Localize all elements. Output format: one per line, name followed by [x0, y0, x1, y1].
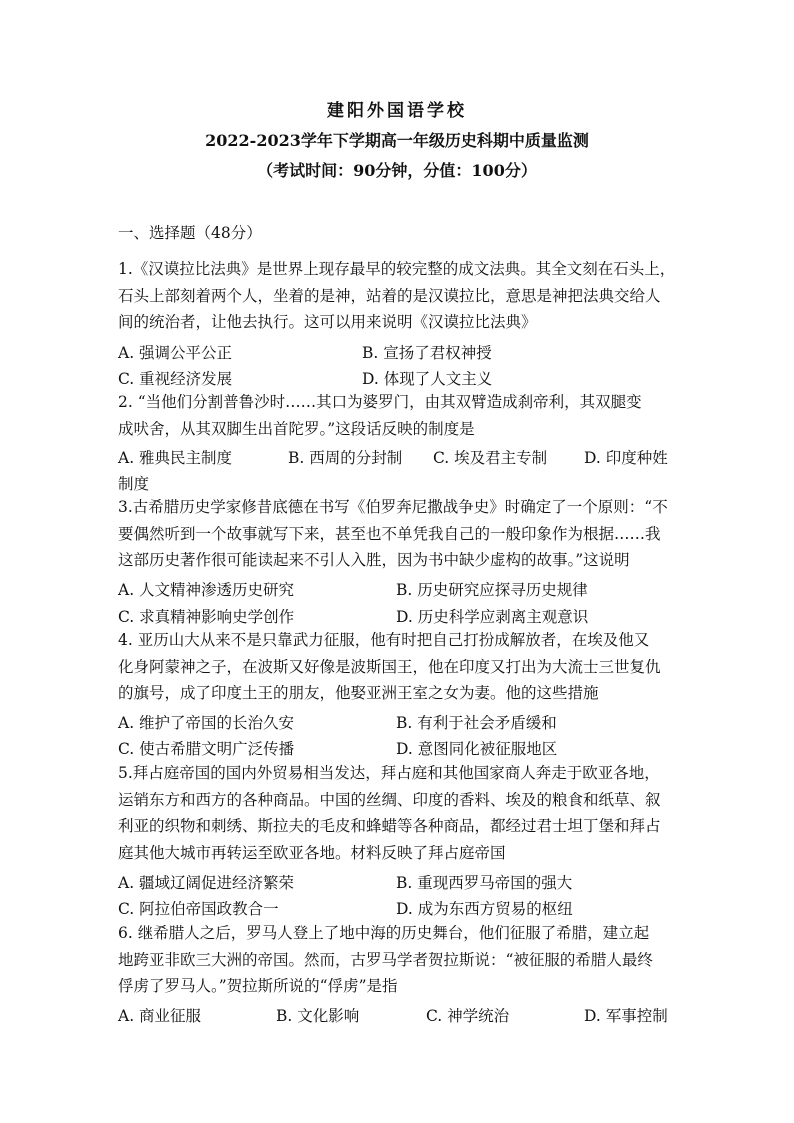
question-stem-line: 间的统治者，让他去执行。这可以用来说明《汉谟拉比法典》 [118, 313, 537, 331]
option-d-wrap: 制度 [118, 475, 150, 493]
option-b: B. 历史研究应探寻历史规律 [396, 581, 588, 599]
option-d: D. 历史科学应剥离主观意识 [396, 608, 589, 626]
option-d: D. 印度种姓 [584, 449, 668, 467]
question-stem-line: 石头上部刻着两个人，坐着的是神，站着的是汉谟拉比，意思是神把法典交给人 [118, 287, 661, 305]
option-c: C. 阿拉伯帝国政教合一 [118, 900, 279, 918]
option-b: B. 有利于社会矛盾缓和 [396, 714, 557, 732]
exam-info: （考试时间：90分钟，分值：100分） [257, 161, 537, 180]
option-b: B. 西周的分封制 [288, 449, 403, 467]
option-d: D. 军事控制 [584, 1007, 668, 1025]
option-b: B. 重现西罗马帝国的强大 [396, 874, 573, 892]
question-stem-line: 要偶然听到一个故事就写下来，甚至也不单凭我自己的一般印象作为根据……我 [118, 525, 661, 543]
option-a: A. 人文精神渗透历史研究 [118, 581, 295, 599]
question-stem-line: 2. “当他们分割普鲁沙时……其口为婆罗门，由其双臂造成刹帝利，其双腿变 [118, 393, 642, 411]
option-b: B. 宣扬了君权神授 [362, 344, 492, 362]
question-stem-line: 利亚的织物和刺绣、斯拉夫的毛皮和蜂蜡等各种商品，都经过君士坦丁堡和拜占 [118, 817, 661, 835]
school-name: 建阳外国语学校 [327, 101, 467, 121]
question-stem-line: 运销东方和西方的各种商品。中国的丝绸、印度的香料、埃及的粮食和纸草、叙 [118, 791, 661, 809]
question-stem-line: 的旗号，成了印度土王的朋友，他娶亚洲王室之女为妻。他的这些措施 [118, 684, 599, 702]
option-c: C. 使古希腊文明广泛传播 [118, 740, 295, 758]
question-stem-line: 化身阿蒙神之子，在波斯又好像是波斯国王，他在印度又打出为大流士三世复仇 [118, 658, 661, 676]
question-stem-line: 地跨亚非欧三大洲的帝国。然而，古罗马学者贺拉斯说：“被征服的希腊人最终 [118, 951, 653, 969]
option-a: A. 强调公平公正 [118, 344, 233, 362]
option-a: A. 雅典民主制度 [118, 449, 233, 467]
option-c: C. 埃及君主专制 [433, 449, 548, 467]
option-a: A. 维护了帝国的长治久安 [118, 714, 295, 732]
question-stem-line: 成吠舍，从其双脚生出首陀罗。”这段话反映的制度是 [118, 420, 475, 438]
question-stem-line: 庭其他大城市再转运至欧亚各地。材料反映了拜占庭帝国 [118, 844, 506, 862]
option-a: A. 商业征服 [118, 1007, 202, 1025]
option-d: D. 体现了人文主义 [362, 370, 493, 388]
question-stem-line: 3.古希腊历史学家修昔底德在书写《伯罗奔尼撒战争史》时确定了一个原则：“不 [118, 498, 668, 516]
question-stem-line: 6. 继希腊人之后，罗马人登上了地中海的历史舞台，他们征服了希腊，建立起 [118, 924, 650, 942]
exam-title: 2022-2023学年下学期高一年级历史科期中质量监测 [205, 131, 589, 150]
option-c: C. 重视经济发展 [118, 370, 233, 388]
option-a: A. 疆域辽阔促进经济繁荣 [118, 874, 295, 892]
option-b: B. 文化影响 [276, 1007, 360, 1025]
section-heading: 一、选择题（48分） [118, 224, 262, 242]
question-stem-line: 5.拜占庭帝国的国内外贸易相当发达，拜占庭和其他国家商人奔走于欧亚各地， [118, 764, 660, 782]
question-stem-line: 这部历史著作很可能读起来不引人入胜，因为书中缺少虚构的故事。”这说明 [118, 551, 630, 569]
option-d: D. 意图同化被征服地区 [396, 740, 558, 758]
option-c: C. 求真精神影响史学创作 [118, 608, 295, 626]
option-c: C. 神学统治 [426, 1007, 510, 1025]
question-stem-line: 俘虏了罗马人。”贺拉斯所说的“俘虏”是指 [118, 977, 398, 995]
question-stem-line: 1.《汉谟拉比法典》是世界上现存最早的较完整的成文法典。其全文刻在石头上， [118, 260, 676, 278]
question-stem-line: 4. 亚历山大从来不是只靠武力征服，他有时把自己打扮成解放者，在埃及他又 [118, 631, 650, 649]
option-d: D. 成为东西方贸易的枢纽 [396, 900, 573, 918]
